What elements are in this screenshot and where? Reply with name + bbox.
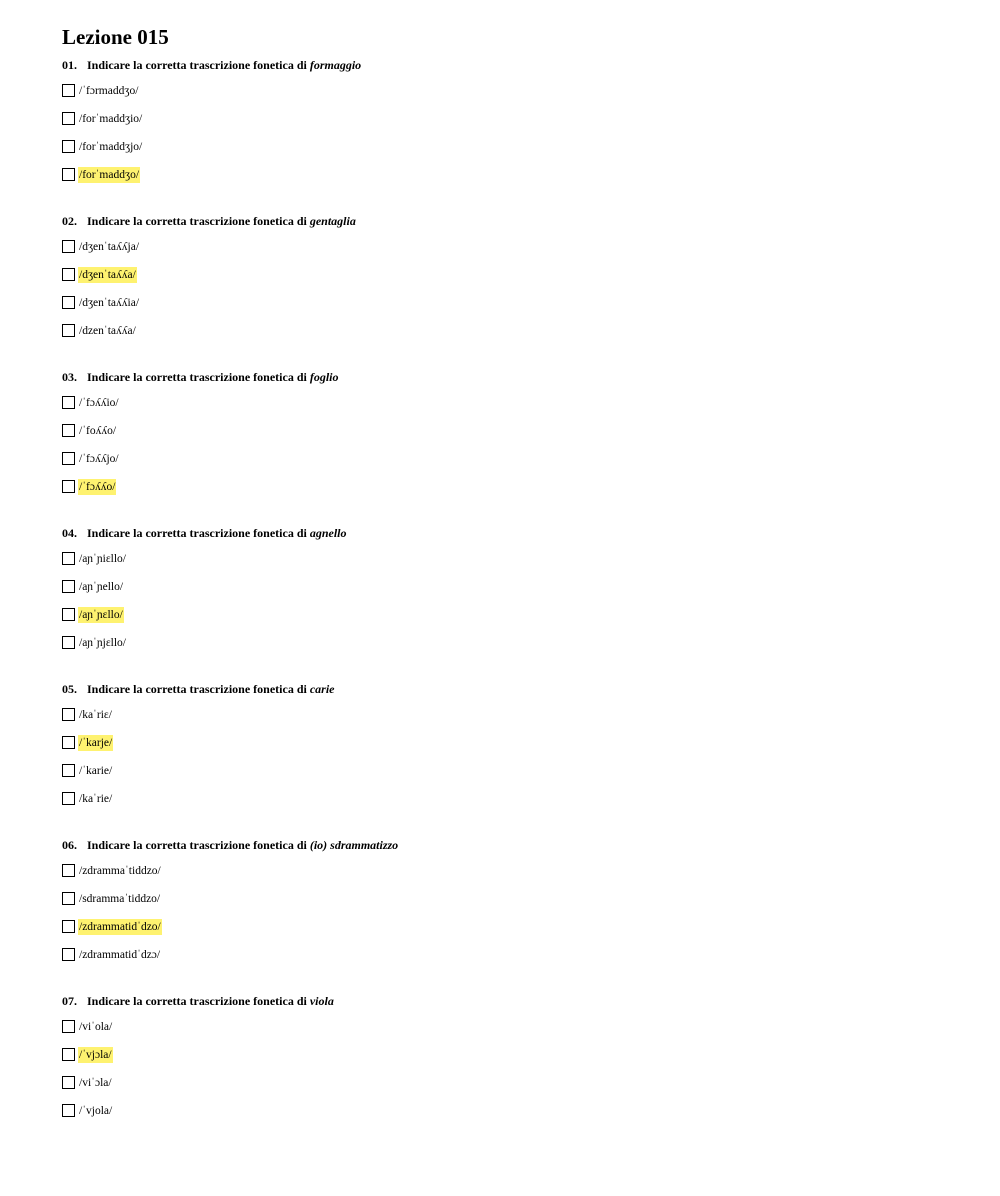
question-03 — [62, 369, 962, 507]
option-row — [62, 423, 962, 451]
option-checkbox[interactable] — [62, 708, 75, 721]
option-text: /viˈola/ — [79, 1021, 113, 1033]
question-number: 07. — [62, 994, 77, 1008]
option-text-correct: /ˈvjɔla/ — [79, 1049, 112, 1061]
option-checkbox[interactable] — [62, 168, 75, 181]
question-word: agnello — [309, 526, 347, 540]
question-prompt: Indicare la corretta trascrizione fonetica di — [87, 682, 307, 696]
option-checkbox[interactable] — [62, 396, 75, 409]
option-text: /viˈɔla/ — [79, 1077, 112, 1089]
option-row — [62, 295, 962, 323]
option-text: /forˈmaddʒio/ — [79, 113, 143, 125]
option-checkbox[interactable] — [62, 736, 75, 749]
options-list — [62, 707, 962, 819]
question-word: foglio — [309, 370, 339, 384]
option-checkbox[interactable] — [62, 1048, 75, 1061]
option-row — [62, 791, 962, 819]
option-text: /dʒenˈtaʎʎja/ — [79, 241, 140, 253]
option-checkbox[interactable] — [62, 480, 75, 493]
options-list — [62, 1019, 962, 1131]
question-number: 02. — [62, 214, 77, 228]
question-number: 03. — [62, 370, 77, 384]
option-text-correct: /ˈkarje/ — [79, 737, 113, 749]
option-text: /ˈfɔʎʎjo/ — [79, 453, 119, 465]
option-text: /ˈvjola/ — [79, 1105, 113, 1117]
question-header — [62, 681, 962, 697]
question-header — [62, 525, 962, 541]
option-text-correct: /forˈmaddʒo/ — [79, 169, 140, 181]
option-text: /ˈfɔrmaddʒo/ — [79, 85, 139, 97]
option-text-correct: /dʒenˈtaʎʎa/ — [79, 269, 136, 281]
option-text: /zdrammatidˈdzɔ/ — [79, 949, 161, 961]
question-number: 05. — [62, 682, 77, 696]
option-text-correct: /aɲˈɲɛllo/ — [79, 609, 123, 621]
question-word: gentaglia — [309, 214, 356, 228]
option-checkbox[interactable] — [62, 84, 75, 97]
option-row — [62, 111, 962, 139]
question-word: formaggio — [309, 58, 362, 72]
question-word: carie — [309, 682, 335, 696]
option-row — [62, 735, 962, 763]
option-row — [62, 607, 962, 635]
option-checkbox[interactable] — [62, 580, 75, 593]
question-number: 04. — [62, 526, 77, 540]
options-list — [62, 239, 962, 351]
option-checkbox[interactable] — [62, 452, 75, 465]
question-header — [62, 57, 962, 73]
option-checkbox[interactable] — [62, 552, 75, 565]
option-checkbox[interactable] — [62, 764, 75, 777]
option-row — [62, 707, 962, 735]
option-row — [62, 551, 962, 579]
option-row — [62, 479, 962, 507]
option-text: /zdrammaˈtiddzo/ — [79, 865, 161, 877]
option-checkbox[interactable] — [62, 892, 75, 905]
option-row — [62, 83, 962, 111]
question-number: 06. — [62, 838, 77, 852]
question-prompt: Indicare la corretta trascrizione fonetica di — [87, 370, 307, 384]
question-prompt: Indicare la corretta trascrizione fonetica di — [87, 526, 307, 540]
option-text: /dʒenˈtaʎʎia/ — [79, 297, 140, 309]
question-prompt: Indicare la corretta trascrizione fonetica di — [87, 214, 307, 228]
option-text-correct: /ˈfɔʎʎo/ — [79, 481, 116, 493]
option-checkbox[interactable] — [62, 920, 75, 933]
option-checkbox[interactable] — [62, 948, 75, 961]
option-checkbox[interactable] — [62, 1076, 75, 1089]
option-checkbox[interactable] — [62, 112, 75, 125]
option-row — [62, 1103, 962, 1131]
question-word: viola — [309, 994, 334, 1008]
option-text: /ˈfoʎʎo/ — [79, 425, 117, 437]
question-prompt: Indicare la corretta trascrizione fonetica di — [87, 994, 307, 1008]
option-text: /ˈfɔʎʎio/ — [79, 397, 119, 409]
option-row — [62, 763, 962, 791]
question-02 — [62, 213, 962, 351]
question-header — [62, 993, 962, 1009]
question-header — [62, 213, 962, 229]
option-text: /aɲˈɲjɛllo/ — [79, 637, 126, 649]
option-text: /dzenˈtaʎʎa/ — [79, 325, 136, 337]
option-checkbox[interactable] — [62, 1104, 75, 1117]
option-row — [62, 863, 962, 891]
option-text-correct: /zdrammatidˈdzo/ — [79, 921, 161, 933]
option-checkbox[interactable] — [62, 140, 75, 153]
question-prompt: Indicare la corretta trascrizione fonetica di — [87, 838, 307, 852]
option-row — [62, 1019, 962, 1047]
option-text: /ˈkarie/ — [79, 765, 113, 777]
question-05 — [62, 681, 962, 819]
option-checkbox[interactable] — [62, 792, 75, 805]
question-prompt: Indicare la corretta trascrizione fonetica di — [87, 58, 307, 72]
option-checkbox[interactable] — [62, 864, 75, 877]
quiz-page — [62, 22, 962, 1131]
option-row — [62, 239, 962, 267]
option-row — [62, 323, 962, 351]
option-row — [62, 947, 962, 975]
question-number: 01. — [62, 58, 77, 72]
option-row — [62, 1075, 962, 1103]
question-04 — [62, 525, 962, 663]
option-text: /sdrammaˈtiddzo/ — [79, 893, 161, 905]
option-row — [62, 635, 962, 663]
option-text: /kaˈriɛ/ — [79, 709, 112, 721]
question-header — [62, 837, 962, 853]
option-checkbox[interactable] — [62, 296, 75, 309]
question-07 — [62, 993, 962, 1131]
option-checkbox[interactable] — [62, 268, 75, 281]
option-text: /forˈmaddʒjo/ — [79, 141, 143, 153]
page-title: Lezione 015 — [62, 25, 169, 49]
question-06 — [62, 837, 962, 975]
option-checkbox[interactable] — [62, 324, 75, 337]
option-row — [62, 891, 962, 919]
options-list — [62, 551, 962, 663]
option-row — [62, 451, 962, 479]
options-list — [62, 83, 962, 195]
option-row — [62, 395, 962, 423]
option-row — [62, 139, 962, 167]
option-row — [62, 1047, 962, 1075]
option-checkbox[interactable] — [62, 1020, 75, 1033]
option-row — [62, 919, 962, 947]
options-list — [62, 863, 962, 975]
option-row — [62, 579, 962, 607]
option-text: /kaˈrie/ — [79, 793, 113, 805]
option-text: /aɲˈɲello/ — [79, 581, 124, 593]
question-word: sdrammatizzo — [330, 838, 399, 852]
option-checkbox[interactable] — [62, 608, 75, 621]
option-text: /aɲˈɲiɛllo/ — [79, 553, 126, 565]
options-list — [62, 395, 962, 507]
question-01 — [62, 57, 962, 195]
option-checkbox[interactable] — [62, 240, 75, 253]
option-checkbox[interactable] — [62, 424, 75, 437]
option-row — [62, 267, 962, 295]
question-paren-word: (io) — [309, 838, 328, 852]
option-row — [62, 167, 962, 195]
option-checkbox[interactable] — [62, 636, 75, 649]
question-header — [62, 369, 962, 385]
